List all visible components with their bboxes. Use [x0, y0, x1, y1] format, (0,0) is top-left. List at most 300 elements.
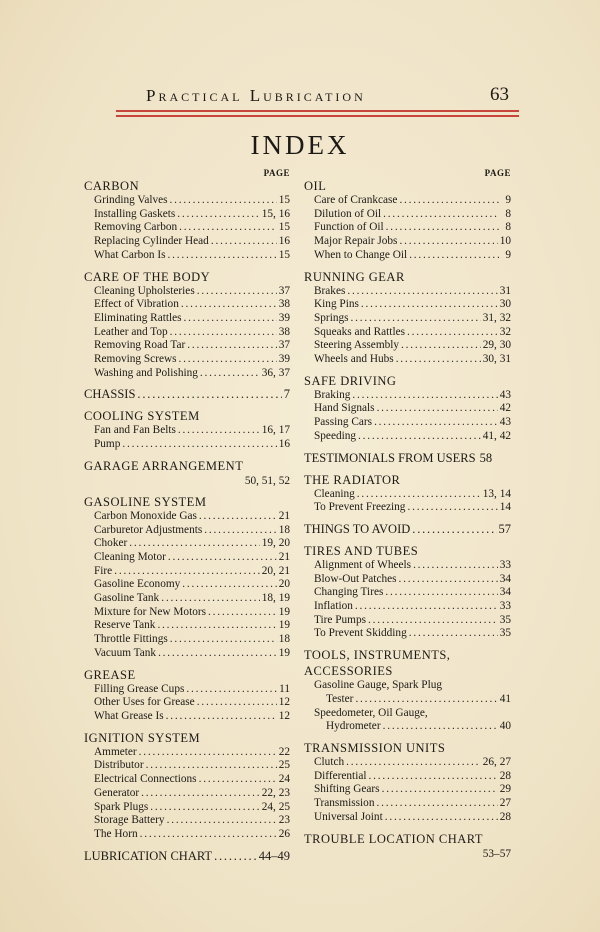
section-title: THINGS TO AVOID	[304, 521, 411, 536]
index-entry	[94, 710, 290, 724]
dot-leader	[170, 194, 277, 208]
index-entry	[314, 770, 511, 784]
entry-page: 15	[278, 248, 290, 261]
dot-leader	[385, 811, 498, 825]
index-entry	[304, 720, 511, 734]
section-entries	[84, 510, 290, 661]
dot-leader	[168, 551, 277, 565]
dot-leader	[182, 578, 276, 592]
index-entry	[94, 606, 290, 620]
index-entry	[314, 235, 511, 249]
index-entry	[314, 249, 511, 263]
index-entry	[94, 312, 290, 326]
entry-page: 19	[278, 646, 290, 659]
index-section	[84, 730, 290, 842]
dot-leader	[140, 828, 277, 842]
section-title: TRANSMISSION UNITS	[304, 740, 446, 755]
dot-leader	[179, 353, 277, 367]
index-entry	[94, 249, 290, 263]
dot-leader	[351, 312, 481, 326]
entry-page: 8	[505, 221, 511, 234]
entry-label: Alignment of Wheels	[314, 558, 412, 571]
running-title: Practical Lubrication	[146, 86, 366, 105]
dot-leader	[181, 298, 277, 312]
entry-page: 19	[278, 605, 290, 618]
dot-leader	[157, 619, 276, 633]
entry-label: Ammeter	[94, 745, 137, 758]
dot-leader	[383, 720, 498, 734]
entry-page: 19	[278, 619, 290, 632]
entry-label: Generator	[94, 786, 140, 799]
entry-page: 15	[278, 194, 290, 206]
entry-page: 22, 23	[261, 786, 290, 799]
dot-leader	[385, 586, 497, 600]
index-entry	[94, 221, 290, 235]
dot-leader	[355, 693, 497, 707]
index-entry	[94, 759, 290, 773]
dot-leader	[399, 235, 497, 249]
entry-page: 37	[278, 339, 290, 352]
index-entry	[94, 285, 290, 299]
index-entry	[314, 389, 511, 403]
section-title: RUNNING GEAR	[304, 269, 405, 284]
entry-label: Carbon Monoxide Gas	[94, 509, 197, 522]
entry-label: Filling Grease Cups	[94, 682, 185, 695]
dot-leader	[150, 801, 259, 815]
index-entry	[314, 208, 511, 222]
entry-page: 41, 42	[482, 429, 511, 442]
entry-line: Speedometer, Oil Gauge,	[314, 706, 428, 719]
section-heading	[84, 848, 290, 864]
entry-label: Transmission	[314, 797, 375, 810]
section-page: 44–49	[258, 848, 290, 863]
index-section	[304, 178, 511, 263]
index-section	[84, 408, 290, 451]
entry-label: Removing Screws	[94, 353, 177, 366]
dot-leader	[161, 592, 260, 606]
dot-leader	[412, 521, 496, 537]
index-entry	[94, 696, 290, 710]
entry-page: 8	[505, 207, 511, 220]
entry-label: Fire	[94, 564, 113, 577]
entry-page: 22	[278, 745, 290, 758]
index-entry	[94, 746, 290, 760]
dot-leader	[146, 759, 277, 773]
entry-page: 16, 17	[261, 424, 290, 437]
page-column-heading: PAGE	[484, 168, 511, 178]
section-title: SAFE DRIVING	[304, 373, 397, 388]
dot-leader	[358, 430, 481, 444]
entry-page: 35	[499, 613, 511, 626]
index-entry	[314, 573, 511, 587]
entry-label: Function of Oil	[314, 221, 384, 234]
dot-leader	[376, 797, 497, 811]
entry-label: Major Repair Jobs	[314, 235, 398, 248]
entry-label: Springs	[314, 311, 349, 324]
entry-label: Care of Crankcase	[314, 194, 398, 206]
index-entry	[314, 402, 511, 416]
index-column-right	[304, 168, 511, 861]
entry-page: 18, 19	[261, 592, 290, 605]
index-entry	[94, 773, 290, 787]
index-entry	[94, 326, 290, 340]
dot-leader	[187, 339, 276, 353]
entry-page: 9	[505, 248, 511, 261]
dot-leader	[361, 298, 498, 312]
entry-page: 15, 16	[261, 207, 290, 220]
entry-label: Dilution of Oil	[314, 207, 382, 220]
entry-label: Washing and Polishing	[94, 366, 198, 379]
entry-page: 27	[499, 797, 511, 810]
dot-leader	[137, 386, 281, 402]
entry-label: Differential	[314, 769, 367, 782]
entry-page: 16	[278, 438, 290, 451]
entry-page: 41	[499, 692, 511, 705]
entry-page: 24	[278, 773, 290, 786]
entry-page: 36, 37	[261, 366, 290, 379]
index-entry	[94, 537, 290, 551]
entry-label: Carburetor Adjustments	[94, 523, 203, 536]
entry-page: 13, 14	[482, 487, 511, 500]
dot-leader	[208, 606, 277, 620]
section-page: 58	[479, 450, 493, 465]
dot-leader	[184, 312, 277, 326]
entry-page: 33	[499, 558, 511, 571]
dot-leader	[166, 710, 277, 724]
section-page: 50, 51, 52	[244, 474, 290, 487]
dot-leader	[139, 746, 277, 760]
header-rule-bottom	[116, 115, 519, 117]
index-entry	[94, 565, 290, 579]
index-entry	[314, 221, 511, 235]
entry-page: 16	[278, 235, 290, 248]
entry-page: 28	[499, 810, 511, 823]
index-section	[84, 494, 290, 661]
entry-label: Leather and Top	[94, 325, 168, 338]
index-entry	[314, 194, 511, 208]
entry-page: 39	[278, 311, 290, 324]
entry-label: Steering Assembly	[314, 339, 400, 352]
entry-page: 38	[278, 298, 290, 311]
entry-label: Gasoline Economy	[94, 578, 181, 591]
section-title: IGNITION SYSTEM	[84, 730, 201, 745]
dot-leader	[114, 565, 260, 579]
index-section	[304, 472, 511, 515]
entry-label: Removing Carbon	[94, 221, 178, 234]
entry-label: Pump	[94, 438, 121, 451]
index-entry	[314, 312, 511, 326]
index-section	[304, 450, 511, 466]
entry-page: 14	[499, 501, 511, 514]
section-entries	[304, 488, 511, 515]
index-entry	[314, 559, 511, 573]
entry-label: Cleaning Upholsteries	[94, 284, 195, 297]
dot-leader	[197, 285, 277, 299]
dot-leader	[409, 627, 498, 641]
dot-leader	[122, 438, 276, 452]
dot-leader	[413, 559, 498, 573]
section-title: TIRES AND TUBES	[304, 543, 419, 558]
entry-page: 30	[499, 298, 511, 311]
index-section	[84, 269, 290, 381]
entry-page: 21	[278, 509, 290, 522]
entry-label: To Prevent Skidding	[314, 627, 407, 640]
entry-page: 37	[278, 284, 290, 297]
entry-page: 43	[499, 416, 511, 429]
entry-page: 18	[278, 633, 290, 646]
section-entries	[304, 756, 511, 825]
entry-page: 10	[499, 235, 511, 248]
entry-label: Tester	[326, 692, 354, 705]
entry-label: Storage Battery	[94, 814, 165, 827]
index-entry	[94, 633, 290, 647]
entry-label: Vacuum Tank	[94, 646, 157, 659]
index-entry	[94, 551, 290, 565]
index-entry	[94, 647, 290, 661]
index-entry	[94, 510, 290, 524]
entry-label: Cleaning	[314, 487, 355, 500]
index-entry	[314, 501, 511, 515]
section-entries	[84, 424, 290, 451]
entry-page: 24, 25	[261, 800, 290, 813]
dot-leader	[382, 783, 498, 797]
section-title: CHASSIS	[84, 387, 136, 402]
dot-leader	[168, 249, 277, 263]
index-section	[304, 647, 511, 734]
section-title: TOOLS, INSTRUMENTS,	[304, 648, 451, 663]
index-entry	[94, 298, 290, 312]
entry-label: Choker	[94, 537, 128, 550]
index-entry	[94, 424, 290, 438]
index-entry	[314, 811, 511, 825]
dot-leader	[355, 600, 498, 614]
section-heading	[84, 386, 290, 402]
index-section	[304, 373, 511, 444]
section-page: 7	[283, 387, 290, 402]
page-number: 63	[490, 84, 509, 105]
entry-page: 33	[499, 600, 511, 613]
section-page: 57	[498, 521, 511, 536]
entry-page: 20	[278, 578, 290, 591]
entry-label: Braking	[314, 388, 351, 401]
section-title: LUBRICATION CHART	[84, 848, 213, 863]
index-entry	[94, 235, 290, 249]
entry-label: Blow-Out Patches	[314, 572, 397, 585]
entry-label: Grinding Valves	[94, 194, 168, 206]
dot-leader	[347, 285, 497, 299]
entry-label: Gasoline Tank	[94, 592, 160, 605]
section-title: GASOLINE SYSTEM	[84, 494, 207, 509]
entry-page: 9	[505, 194, 511, 206]
index-entry	[94, 801, 290, 815]
entry-label: Spark Plugs	[94, 800, 149, 813]
entry-label: The Horn	[94, 827, 138, 840]
index-section	[304, 831, 511, 861]
section-entries	[304, 285, 511, 367]
index-section	[84, 848, 290, 864]
entry-page: 31, 32	[482, 311, 511, 324]
entry-label: Hand Signals	[314, 402, 375, 415]
entry-label: Speeding	[314, 429, 357, 442]
entry-label: King Pins	[314, 298, 359, 311]
entry-label: Squeaks and Rattles	[314, 325, 405, 338]
dot-leader	[357, 488, 481, 502]
section-title: CARBON	[84, 179, 140, 193]
entry-page: 32	[499, 325, 511, 338]
entry-label: Wheels and Hubs	[314, 353, 394, 366]
entry-label: Changing Tires	[314, 586, 384, 599]
dot-leader	[374, 416, 498, 430]
entry-label: Eliminating Rattles	[94, 311, 182, 324]
header-rule-top	[116, 110, 519, 112]
section-title: CARE OF THE BODY	[84, 269, 211, 284]
entry-page: 29, 30	[482, 339, 511, 352]
entry-label: Throttle Fittings	[94, 633, 168, 646]
entry-label: Shifting Gears	[314, 783, 380, 796]
entry-page: 34	[499, 572, 511, 585]
entry-label: Removing Road Tar	[94, 339, 186, 352]
dot-leader	[401, 339, 481, 353]
dot-leader	[346, 756, 481, 770]
dot-leader	[197, 696, 277, 710]
index-entry	[314, 797, 511, 811]
entry-label: What Carbon Is	[94, 248, 166, 261]
index-entry	[314, 285, 511, 299]
section-title: OIL	[304, 179, 327, 193]
section-title: THE RADIATOR	[304, 472, 401, 487]
dot-leader	[167, 814, 277, 828]
entry-label: Tire Pumps	[314, 613, 367, 626]
entry-page: 40	[499, 720, 511, 733]
dot-leader	[199, 773, 277, 787]
entry-page: 30, 31	[482, 353, 511, 366]
index-column-left	[84, 168, 290, 864]
dot-leader	[369, 770, 498, 784]
index-entry	[94, 683, 290, 697]
index-title: INDEX	[250, 130, 350, 160]
dot-leader	[368, 614, 498, 628]
index-entry	[314, 586, 511, 600]
entry-label: Electrical Connections	[94, 773, 197, 786]
dot-leader	[377, 402, 498, 416]
index-entry	[94, 438, 290, 452]
dot-leader	[409, 249, 499, 263]
section-entries	[84, 285, 290, 381]
index-entry	[314, 430, 511, 444]
entry-label: Brakes	[314, 284, 346, 297]
entry-page: 21	[278, 550, 290, 563]
entry-page: 31	[499, 284, 511, 297]
section-entries	[84, 683, 290, 724]
section-entries	[304, 559, 511, 641]
index-entry	[94, 208, 290, 222]
entry-label: Clutch	[314, 755, 345, 768]
dot-leader	[386, 221, 499, 235]
dot-leader	[204, 524, 276, 538]
entry-page: 12	[278, 709, 290, 722]
section-page: 53–57	[482, 847, 511, 860]
dot-leader	[141, 787, 260, 801]
entry-page: 28	[499, 769, 511, 782]
entry-page: 25	[278, 759, 290, 772]
dot-leader	[200, 367, 260, 381]
section-title: COOLING SYSTEM	[84, 409, 200, 424]
index-entry	[314, 326, 511, 340]
entry-page: 26	[278, 827, 290, 840]
section-title: GREASE	[84, 667, 136, 682]
index-section	[84, 178, 290, 263]
dot-leader	[383, 208, 499, 222]
entry-page: 34	[499, 586, 511, 599]
index-entry	[304, 693, 511, 707]
index-section	[84, 458, 290, 488]
entry-line: Gasoline Gauge, Spark Plug	[314, 679, 443, 692]
entry-label: Effect of Vibration	[94, 298, 179, 311]
entry-page: 18	[278, 523, 290, 536]
section-heading	[304, 450, 511, 466]
index-entry	[94, 339, 290, 353]
dot-leader	[177, 208, 259, 222]
index-section	[304, 740, 511, 825]
entry-page: 35	[499, 627, 511, 640]
index-entry	[314, 416, 511, 430]
entry-page: 11	[279, 682, 290, 695]
index-entry	[94, 619, 290, 633]
index-entry	[314, 339, 511, 353]
entry-page: 39	[278, 353, 290, 366]
index-section	[304, 543, 511, 641]
entry-page: 20, 21	[261, 564, 290, 577]
index-entry	[94, 787, 290, 801]
dot-leader	[399, 573, 498, 587]
dot-leader	[396, 353, 481, 367]
section-entries	[304, 389, 511, 444]
index-entry	[94, 578, 290, 592]
entry-page: 15	[278, 221, 290, 234]
index-entry	[314, 627, 511, 641]
entry-label: Distributor	[94, 759, 144, 772]
section-entries	[84, 746, 290, 842]
dot-leader	[399, 194, 499, 208]
entry-label: Cleaning Motor	[94, 550, 166, 563]
index-entry	[94, 828, 290, 842]
index-entry	[314, 756, 511, 770]
dot-leader	[170, 326, 277, 340]
index-entry	[94, 524, 290, 538]
index-entry	[314, 488, 511, 502]
entry-label: Mixture for New Motors	[94, 605, 207, 618]
dot-leader	[179, 221, 277, 235]
section-heading	[304, 521, 511, 537]
section-title: TROUBLE LOCATION CHART	[304, 831, 483, 846]
section-title: TESTIMONIALS FROM USERS	[304, 450, 476, 465]
entry-label: Hydrometer	[326, 720, 381, 733]
index-section	[84, 386, 290, 402]
index-entry	[314, 614, 511, 628]
entry-page: 12	[278, 696, 290, 709]
entry-page: 29	[499, 783, 511, 796]
section-title-continued: ACCESSORIES	[304, 664, 393, 679]
entry-label: Other Uses for Grease	[94, 696, 195, 709]
entry-page: 23	[278, 814, 290, 827]
dot-leader	[186, 683, 277, 697]
entry-label: Replacing Cylinder Head	[94, 235, 209, 248]
dot-leader	[407, 501, 497, 515]
entry-label: Passing Cars	[314, 416, 373, 429]
index-entry	[94, 353, 290, 367]
entry-label: Installing Gaskets	[94, 207, 176, 220]
dot-leader	[214, 848, 257, 864]
